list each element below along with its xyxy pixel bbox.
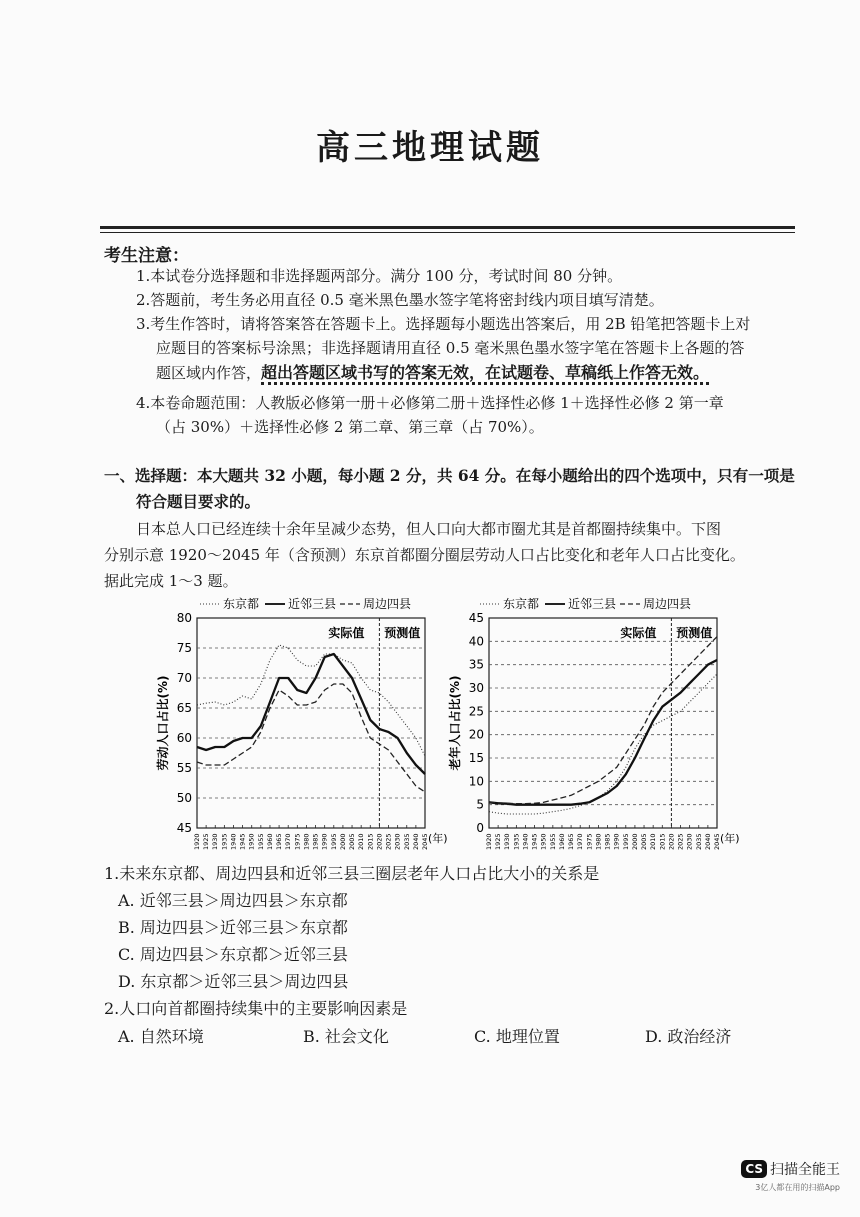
question-1-option-b: B. 周边四县＞近邻三县＞东京都 xyxy=(118,918,348,937)
notice-item-2: 2.答题前，考生务必用直径 0.5 毫米黑色墨水签字笔将密封线内项目填写清楚。 xyxy=(136,291,664,309)
labor-xtick-label: 2010 xyxy=(357,833,366,850)
labor-xtick-label: 1980 xyxy=(302,833,311,850)
labor-xtick-label: 1975 xyxy=(293,833,302,850)
elderly-xtick-label: 1940 xyxy=(521,833,530,850)
notice-emphasis: 超出答题区域书写的答案无效，在试题卷、草稿纸上作答无效。 xyxy=(261,363,709,385)
labor-xtick-label: 2020 xyxy=(375,833,384,850)
legend-label-outer: 周边四县 xyxy=(363,597,412,611)
labor-series-dotted xyxy=(197,645,425,756)
elderly-xtick-label: 1990 xyxy=(612,833,621,850)
elderly-xtick-label: 1955 xyxy=(548,833,557,850)
elderly-xtick-label: 2030 xyxy=(685,833,694,850)
labor-ytick-label: 55 xyxy=(176,761,192,775)
elderly-chart xyxy=(447,593,747,858)
elderly-xtick-label: 2000 xyxy=(630,833,639,850)
notice-item-4: 4.本卷命题范围：人教版必修第一册＋必修第二册＋选择性必修 1＋选择性必修 2 第一章 xyxy=(136,394,724,412)
labor-ylabel: 劳动人口占比(%) xyxy=(156,675,170,771)
labor-xtick-label: 2030 xyxy=(393,833,402,850)
elderly-xtick-label: 1960 xyxy=(557,833,566,850)
labor-annotation-actual: 实际值 xyxy=(328,626,365,640)
scanner-tagline: 3亿人都在用的扫描App xyxy=(755,1183,840,1192)
elderly-xtick-label: 1920 xyxy=(485,833,493,850)
elderly-series-dashed xyxy=(489,637,717,804)
elderly-ytick-label: 40 xyxy=(468,634,484,649)
labor-xtick-label: 1965 xyxy=(275,833,284,850)
elderly-xtick-label: 2025 xyxy=(676,833,685,850)
elderly-xtick-label: 2040 xyxy=(703,833,712,850)
labor-xtick-label: 1950 xyxy=(247,833,256,850)
labor-ytick-label: 45 xyxy=(176,821,192,835)
question-1-option-a: A. 近邻三县＞周边四县＞东京都 xyxy=(118,891,348,910)
labor-xtick-label: 2035 xyxy=(402,833,411,850)
elderly-xtick-label: 2005 xyxy=(640,833,649,850)
elderly-ytick-label: 10 xyxy=(468,774,484,789)
labor-ytick-label: 65 xyxy=(176,701,192,715)
elderly-xtick-label: 1925 xyxy=(494,833,503,850)
elderly-ytick-label: 45 xyxy=(468,611,484,625)
elderly-legend xyxy=(480,596,691,611)
elderly-xtick-label: 2020 xyxy=(667,833,676,850)
notice-item-4-cont: （占 30%）＋选择性必修 2 第二章、第三章（占 70%）。 xyxy=(156,418,544,436)
labor-xtick-label: 1955 xyxy=(256,833,265,850)
elderly-xtick-label: 1980 xyxy=(594,833,603,850)
elderly-ytick-label: 5 xyxy=(476,797,484,812)
elderly-annotation-forecast: 预测值 xyxy=(676,626,713,640)
labor-xtick-label: 1925 xyxy=(202,833,211,850)
labor-plot xyxy=(155,611,448,850)
elderly-xtick-label: 1945 xyxy=(530,833,539,850)
labor-xtick-label: 1985 xyxy=(311,833,320,850)
page-title: 高三地理试题 xyxy=(316,128,544,168)
labor-xtick-label: 2015 xyxy=(366,833,375,850)
elderly-xtick-label: 2045 xyxy=(713,833,721,850)
labor-annotation-forecast: 预测值 xyxy=(384,626,421,640)
elderly-ytick-label: 35 xyxy=(468,657,484,672)
legend2-label-tokyo: 东京都 xyxy=(503,597,540,611)
labor-xtick-label: 2040 xyxy=(411,833,420,850)
scanner-watermark xyxy=(741,1159,840,1194)
elderly-xtick-label: 2035 xyxy=(694,833,703,850)
elderly-annotation-actual: 实际值 xyxy=(620,626,657,640)
elderly-xtick-label: 1985 xyxy=(603,833,612,850)
section-heading: 一、选择题：本大题共 32 小题，每小题 2 分，共 64 分。在每小题给出的四个选项中，只有一项是 xyxy=(104,466,795,485)
labor-xtick-label: 1960 xyxy=(265,833,274,850)
question-2-stem: 2.人口向首都圈持续集中的主要影响因素是 xyxy=(104,999,408,1018)
notice-item-3-cont: 应题目的答案标号涂黑；非选择题请用直径 0.5 毫米黑色墨水签字笔在答题卡上各题的答 xyxy=(156,339,745,357)
scanner-logo: CS xyxy=(741,1160,767,1178)
elderly-xunit: (年) xyxy=(720,832,740,845)
legend-label-near: 近邻三县 xyxy=(288,597,337,611)
legend2-label-near: 近邻三县 xyxy=(568,597,617,611)
notice-heading: 考生注意： xyxy=(104,246,189,266)
labor-legend xyxy=(200,596,411,611)
labor-xtick-label: 1930 xyxy=(211,833,220,850)
question-1-option-c: C. 周边四县＞东京都＞近邻三县 xyxy=(118,945,348,964)
elderly-xtick-label: 1935 xyxy=(512,833,521,850)
notice-item-3-end-text: 题区域内作答， xyxy=(156,364,262,382)
question-1-stem: 1.未来东京都、周边四县和近邻三县三圈层老年人口占比大小的关系是 xyxy=(104,864,600,883)
question-2-option-b: B. 社会文化 xyxy=(303,1027,389,1046)
elderly-xtick-label: 1930 xyxy=(503,833,512,850)
labor-frame xyxy=(197,618,425,828)
labor-ytick-label: 75 xyxy=(176,641,192,655)
notice-item-3: 3.考生作答时，请将答案答在答题卡上。选择题每小题选出答案后，用 2B 铅笔把答题卡上对 xyxy=(136,315,751,333)
elderly-ylabel: 老年人口占比(%) xyxy=(448,675,462,771)
elderly-xtick-label: 2015 xyxy=(658,833,667,850)
notice-item-3-end xyxy=(156,360,709,383)
labor-xtick-label: 1935 xyxy=(220,833,229,850)
scanner-name: 扫描全能王 xyxy=(770,1162,840,1178)
question-2-option-d: D. 政治经济 xyxy=(645,1027,732,1046)
labor-xtick-label: 2005 xyxy=(348,833,357,850)
intro-line-3: 据此完成 1～3 题。 xyxy=(104,572,238,590)
title-rule-thick xyxy=(100,226,795,229)
elderly-xtick-label: 1975 xyxy=(585,833,594,850)
labor-xtick-label: 1920 xyxy=(193,833,201,850)
labor-xtick-label: 1940 xyxy=(229,833,238,850)
legend2-label-outer: 周边四县 xyxy=(643,597,692,611)
intro-line-1: 日本总人口已经连续十余年呈减少态势，但人口向大都市圈尤其是首都圈持续集中。下图 xyxy=(136,520,722,538)
labor-chart xyxy=(155,593,455,858)
legend-label-tokyo: 东京都 xyxy=(223,597,260,611)
labor-xtick-label: 2000 xyxy=(338,833,347,850)
elderly-xtick-label: 2010 xyxy=(649,833,658,850)
section-heading-cont: 符合题目要求的。 xyxy=(136,492,261,511)
elderly-series-dotted xyxy=(489,674,717,814)
intro-line-2: 分别示意 1920～2045 年（含预测）东京首都圈分圈层劳动人口占比变化和老年人口占比变化。 xyxy=(104,546,745,564)
elderly-xtick-label: 1965 xyxy=(567,833,576,850)
labor-xtick-label: 1990 xyxy=(320,833,329,850)
elderly-plot xyxy=(447,611,740,850)
question-1-option-d: D. 东京都＞近邻三县＞周边四县 xyxy=(118,972,349,991)
labor-xtick-label: 2045 xyxy=(421,833,429,850)
question-2-option-c: C. 地理位置 xyxy=(474,1027,560,1046)
elderly-xtick-label: 1970 xyxy=(576,833,585,850)
labor-ytick-label: 60 xyxy=(176,731,192,745)
elderly-ytick-label: 20 xyxy=(468,727,484,742)
labor-ytick-label: 80 xyxy=(176,611,192,625)
elderly-xtick-label: 1950 xyxy=(539,833,548,850)
elderly-xtick-label: 1995 xyxy=(621,833,630,850)
labor-xtick-label: 1970 xyxy=(284,833,293,850)
notice-item-1: 1.本试卷分选择题和非选择题两部分。满分 100 分，考试时间 80 分钟。 xyxy=(136,267,623,285)
elderly-series-solid xyxy=(489,660,717,805)
title-rule-thin xyxy=(100,232,795,233)
elderly-ytick-label: 30 xyxy=(468,681,484,695)
labor-ytick-label: 70 xyxy=(176,671,192,685)
elderly-ytick-label: 0 xyxy=(476,821,484,835)
elderly-ytick-label: 25 xyxy=(468,704,484,719)
labor-xtick-label: 1995 xyxy=(329,833,338,850)
labor-xtick-label: 1945 xyxy=(238,833,247,850)
labor-ytick-label: 50 xyxy=(176,791,192,805)
question-2-option-a: A. 自然环境 xyxy=(118,1027,204,1046)
labor-series-solid xyxy=(197,654,425,774)
elderly-ytick-label: 15 xyxy=(468,751,484,765)
labor-xunit: (年) xyxy=(428,832,448,845)
labor-xtick-label: 2025 xyxy=(384,833,393,850)
